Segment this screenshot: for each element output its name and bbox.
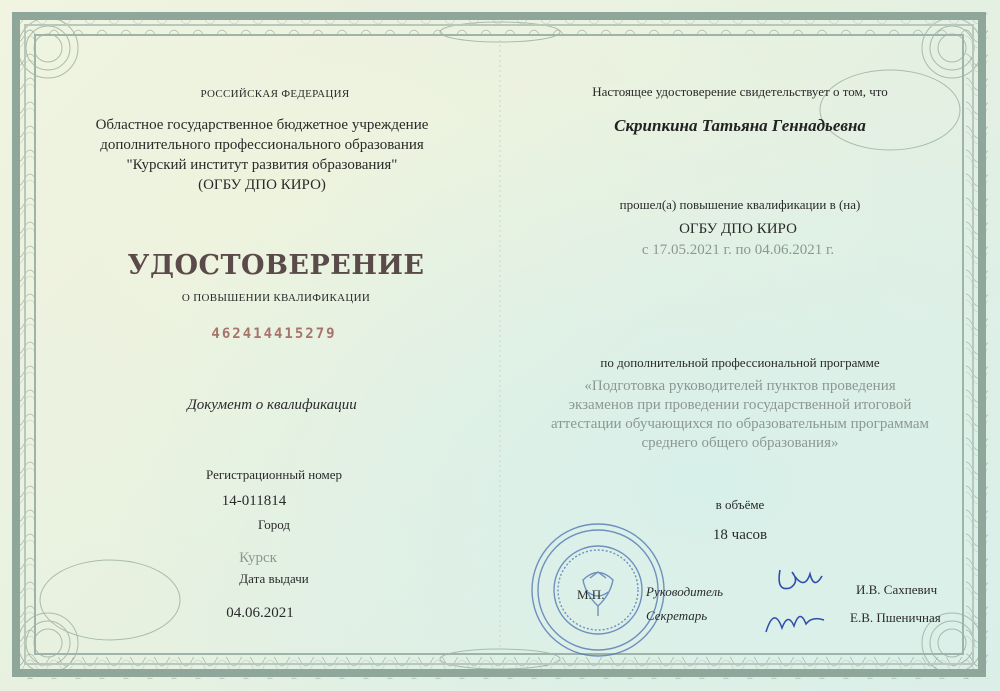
- issue-date-label: Дата выдачи: [239, 571, 309, 586]
- document-type: Документ о квалификации: [187, 397, 357, 413]
- org-line-2: дополнительного профессионального образования: [100, 137, 424, 153]
- issue-date: 04.06.2021: [226, 605, 294, 621]
- program-line-3: аттестации обучающихся по образовательным программам: [550, 416, 930, 432]
- org-line-3: "Курский институт развития образования": [126, 157, 398, 173]
- head-name: И.В. Сахпевич: [856, 582, 938, 597]
- document-number: 462414415279: [211, 326, 337, 342]
- city-label: Город: [257, 517, 291, 532]
- passed-text: прошел(а) повышение квалификации в (на): [619, 197, 861, 212]
- head-signature: [770, 562, 830, 602]
- volume-label: в объёме: [715, 497, 765, 512]
- document-subtitle: О ПОВЫШЕНИИ КВАЛИФИКАЦИИ: [181, 292, 371, 304]
- registration-number: 14-011814: [221, 493, 287, 509]
- secretary-signature: [760, 598, 830, 638]
- institution-name: ОГБУ ДПО КИРО: [679, 221, 797, 237]
- country-label: РОССИЙСКАЯ ФЕДЕРАЦИЯ: [200, 88, 350, 100]
- city-value: Курск: [239, 550, 277, 566]
- program-line-2: экзаменов при проведении государственной итоговой: [568, 397, 912, 413]
- intro-text: Настоящее удостоверение свидетельствует о том, что: [592, 84, 888, 99]
- secretary-name: Е.В. Пшеничная: [850, 610, 941, 625]
- seal-placeholder-label: М.П.: [577, 587, 605, 602]
- head-label: Руководитель: [646, 584, 724, 599]
- document-title: УДОСТОВЕРЕНИЕ: [127, 250, 425, 281]
- person-name: Скрипкина Татьяна Геннадьевна: [614, 116, 866, 135]
- volume-value: 18 часов: [712, 527, 768, 543]
- program-line-1: «Подготовка руководителей пунктов проведения: [584, 378, 896, 394]
- training-period: с 17.05.2021 г. по 04.06.2021 г.: [641, 242, 835, 258]
- program-line-4: среднего общего образования»: [641, 435, 839, 451]
- program-label: по дополнительной профессиональной программе: [600, 355, 880, 370]
- org-line-4: (ОГБУ ДПО КИРО): [198, 177, 326, 193]
- registration-label: Регистрационный номер: [206, 467, 342, 482]
- secretary-label: Секретарь: [646, 608, 708, 623]
- org-line-1: Областное государственное бюджетное учреждение: [95, 117, 429, 133]
